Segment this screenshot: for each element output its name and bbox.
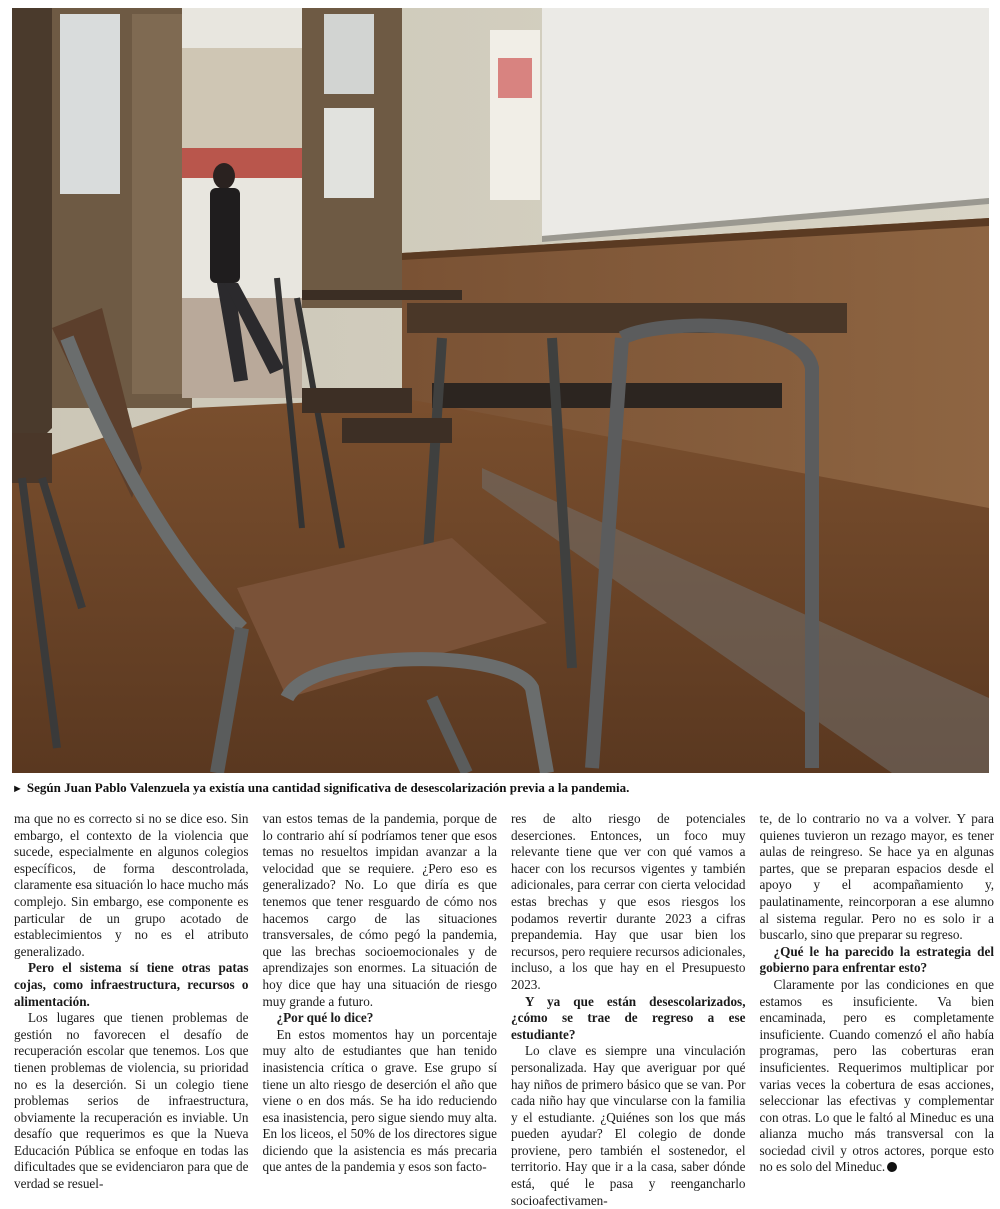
article-column-1	[14, 811, 249, 1192]
article-paragraph: ma que no es correcto si no se dice eso. Sin embargo, el contexto de la violencia que sucede, especialmente en algunos colegios específicos, de forma descontrolada, claramente esa situación lo hace mucho más complejo. Sin embargo, ese componente es particular de un grupo acotado de establecimientos y no es el atributo generalizado.	[14, 811, 249, 959]
interview-question: ¿Por qué lo dice?	[276, 1010, 374, 1026]
interview-question: Y ya que están desescolarizados, ¿cómo se trae de regreso a ese estudiante?	[511, 993, 746, 1042]
classroom-illustration	[12, 8, 989, 773]
end-of-article-icon	[887, 1162, 897, 1172]
caption-text: Según Juan Pablo Valenzuela ya existía una cantidad significativa de desescolarización previa a la pandemia.	[26, 780, 630, 795]
article-paragraph: van estos temas de la pandemia, porque de lo contrario ahí sí podríamos tener que esos temas no resueltos impidan avanzar a la velocidad que se requiere. ¿Pero eso es generalizado? No. Lo que diría es que tenemos que tener resguardo de cómo nos hacemos cargo de las situaciones transversales, de cómo pegó la pandemia, que las brechas socioemocionales y de aprendizajes son enormes. La situación de hoy dice que hay una situación de riesgo muy grande a futuro.	[262, 811, 497, 1009]
article-paragraph: te, de lo contrario no va a volver. Y para quienes tuvieron un rezago mayor, es tener aulas de reingreso. Se hace ya en algunas partes, que se preparan espacios desde el apoyo y el acompañamiento y, paulatinamente, reincorporan a ese alumno al sistema regular. Pero no es solo ir a buscarlo, sino que preparar su regreso.	[759, 811, 994, 943]
article-paragraph: Lo clave es siempre una vinculación personalizada. Hay que averiguar por qué hay niños de primero básico que se van. Por cada niño hay que vincularse con la familia y el estudiante. ¿Quiénes son los que más pueden ayudar? El colegio de donde proviene, pero también el sostenedor, el territorio. Hay que ir a la casa, saber dónde está, qué le pasa y reengancharlo socioafectivamen-	[511, 1043, 746, 1208]
article-paragraph: Claramente por las condiciones en que estamos es insuficiente. Va bien encaminada, pero es completamente insuficiente. Cuando comenzó el año había programas, pero las coberturas eran insuficientes. Requerimos multiplicar por varias veces la cobertura de esas acciones, seleccionar las efectivas y complementar con otras. Lo que le faltó al Mineduc es una alianza mucho más transversal con la sociedad civil y otros actores, porque esto no es solo del Mineduc.	[759, 976, 994, 1175]
article-column-4	[759, 811, 995, 1175]
article-paragraph: En estos momentos hay un porcentaje muy alto de estudiantes que han tenido inasistencia crítica o grave. Ese grupo sí tiene un alto riesgo de deserción el año que viene o en dos más. Se ha ido reduciendo esa inasistencia, pero sigue siendo muy alta. En los liceos, el 50% de los directores sigue diciendo que la asistencia es más precaria que antes de la pandemia y esos son facto-	[262, 1026, 497, 1175]
article-column-3	[511, 811, 746, 1208]
caption-marker: ►	[12, 783, 23, 795]
interview-question: ¿Qué le ha parecido la estrategia del gobierno para enfrentar esto?	[759, 943, 994, 976]
article-paragraph: res de alto riesgo de potenciales deserciones. Entonces, un foco muy relevante tiene que ver con qué vamos a hacer con los recursos vigentes y también adicionales, para cerrar con cierta velocidad estas brechas y que esos riesgos los podamos revertir durante 2023 a cifras prepandemia. Hay que usar bien los recursos, pero requiere recursos adicionales, incluso, a los que hay en el Presupuesto 2023.	[511, 811, 746, 992]
article-column-2	[262, 811, 498, 1175]
interview-question: Pero el sistema sí tiene otras patas cojas, como infraestructura, recursos o alimentación.	[14, 960, 249, 1009]
article-columns	[14, 811, 994, 1208]
photo-caption	[12, 779, 989, 798]
article-paragraph: Los lugares que tienen problemas de gestión no favorecen el desafío de recuperación escolar que tenemos. Los que tienen problemas de violencia, su prioridad no es la deserción. Si un colegio tiene problemas serios de infraestructura, obviamente la recuperación es inviable. Un desafío que requerimos es que la Nueva Educación Pública se enfoque en todas las dificultades que se evidenciaron para que de verdad se resuel-	[14, 1010, 249, 1192]
classroom-photo	[12, 8, 989, 773]
